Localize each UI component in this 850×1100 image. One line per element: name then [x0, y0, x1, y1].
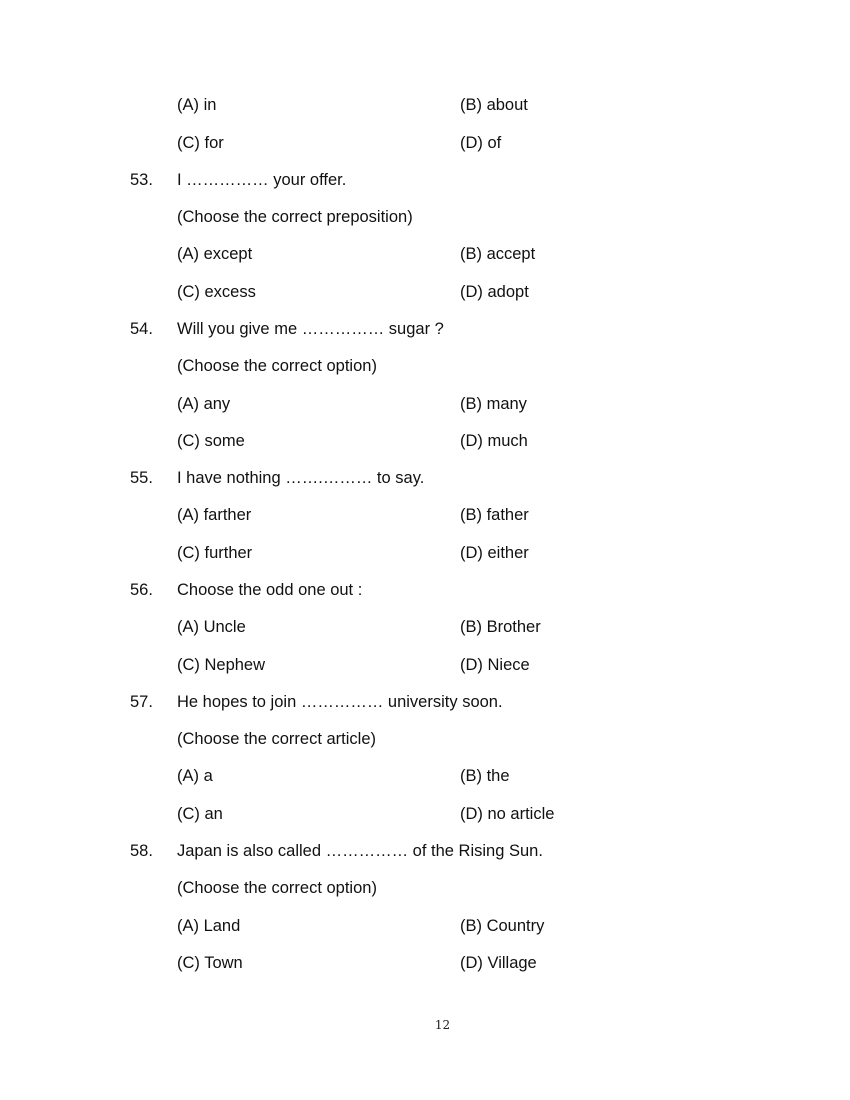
- option-d: (D) either: [460, 544, 529, 562]
- question-instruction: (Choose the correct option): [177, 879, 377, 897]
- option-d: (D) adopt: [460, 283, 529, 301]
- question-number: 57.: [130, 693, 153, 711]
- option-d: (D) of: [460, 134, 502, 152]
- question-text: Will you give me …………… sugar ?: [177, 320, 444, 338]
- option-a: (A) Land: [177, 917, 241, 935]
- question-number: 58.: [130, 842, 153, 860]
- option-b: (B) accept: [460, 245, 536, 263]
- option-a: (A) a: [177, 767, 213, 785]
- option-c: (C) further: [177, 544, 253, 562]
- question-number: 53.: [130, 171, 153, 189]
- option-b: (B) Country: [460, 917, 545, 935]
- question-text: Choose the odd one out :: [177, 581, 363, 599]
- option-b: (B) the: [460, 767, 510, 785]
- option-b: (B) many: [460, 395, 527, 413]
- question-text: Japan is also called …………… of the Rising Sun.: [177, 842, 543, 860]
- option-c: (C) Nephew: [177, 656, 266, 674]
- question-number: 54.: [130, 320, 153, 338]
- question-instruction: (Choose the correct preposition): [177, 208, 413, 226]
- option-b: (B) about: [460, 96, 528, 114]
- option-d: (D) much: [460, 432, 528, 450]
- option-a: (A) except: [177, 245, 253, 263]
- option-c: (C) for: [177, 134, 224, 152]
- question-instruction: (Choose the correct article): [177, 730, 376, 748]
- option-c: (C) some: [177, 432, 245, 450]
- question-text: He hopes to join …………… university soon.: [177, 693, 503, 711]
- question-text: I …………… your offer.: [177, 171, 347, 189]
- page-number: 12: [434, 1018, 451, 1032]
- option-b: (B) father: [460, 506, 529, 524]
- option-c: (C) an: [177, 805, 223, 823]
- option-a: (A) in: [177, 96, 217, 114]
- option-a: (A) farther: [177, 506, 252, 524]
- question-instruction: (Choose the correct option): [177, 357, 377, 375]
- option-a: (A) any: [177, 395, 231, 413]
- question-number: 55.: [130, 469, 153, 487]
- option-d: (D) no article: [460, 805, 555, 823]
- question-number: 56.: [130, 581, 153, 599]
- option-d: (D) Village: [460, 954, 537, 972]
- option-d: (D) Niece: [460, 656, 530, 674]
- option-b: (B) Brother: [460, 618, 541, 636]
- option-a: (A) Uncle: [177, 618, 246, 636]
- option-c: (C) excess: [177, 283, 256, 301]
- question-text: I have nothing …….……… to say.: [177, 469, 425, 487]
- option-c: (C) Town: [177, 954, 243, 972]
